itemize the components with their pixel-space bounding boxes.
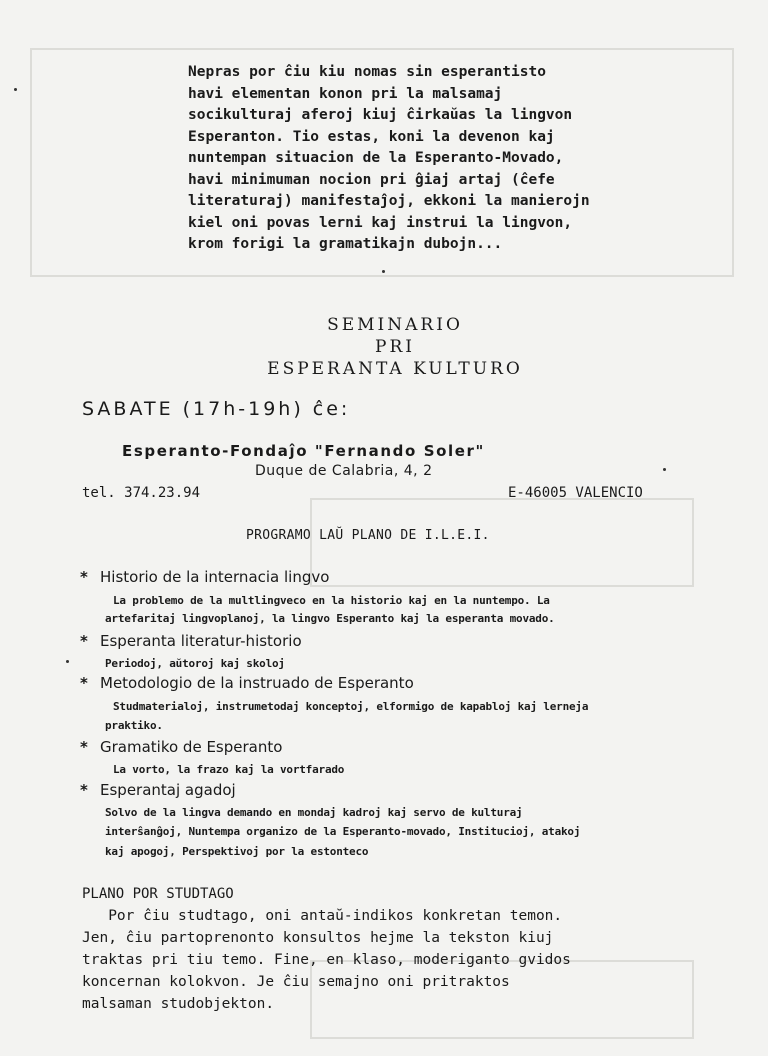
schedule-line: SABATE (17h-19h) ĉe: xyxy=(82,398,351,420)
topic-description: La vorto, la frazo kaj la vortfarado xyxy=(113,763,345,776)
plano-line: Jen, ĉiu partoprenonto konsultos hejme la tekston kiuj xyxy=(82,930,554,946)
plano-line: Por ĉiu studtago, oni antaŭ-indikos konkretan temon. xyxy=(82,908,563,924)
asterisk-bullet-icon: * xyxy=(80,568,88,586)
venue-city: E-46005 VALENCIO xyxy=(508,485,643,501)
asterisk-bullet-icon: * xyxy=(80,738,88,756)
scan-speck xyxy=(382,270,385,273)
topic-description: Studmaterialoj, instrumetodaj konceptoj, elformigo de kapabloj kaj lerneja xyxy=(113,700,589,713)
seminar-title-line3: ESPERANTA KULTURO xyxy=(267,359,523,379)
intro-line: Nepras por ĉiu kiu nomas sin esperantisto xyxy=(188,64,546,80)
intro-line: literaturaj) manifestaĵoj, ekkoni la manierojn xyxy=(188,193,590,209)
venue-name: Esperanto-Fondaĵo "Fernando Soler" xyxy=(122,442,485,460)
scan-speck xyxy=(66,660,69,663)
plano-line: traktas pri tiu temo. Fine, en klaso, moderiganto gvidos xyxy=(82,952,571,968)
topic-description: kaj apogoj, Perspektivoj por la estonteco xyxy=(105,845,369,858)
plano-heading: PLANO POR STUDTAGO xyxy=(82,886,234,902)
asterisk-bullet-icon: * xyxy=(80,632,88,650)
plano-line: malsaman studobjekton. xyxy=(82,996,275,1012)
intro-line: havi elementan konon pri la malsamaj xyxy=(188,85,503,102)
topic-description: La problemo de la multlingveco en la historio kaj en la nuntempo. La xyxy=(113,594,550,607)
seminar-title-line2: PRI xyxy=(375,337,415,357)
topic-description: interŝanĝoj, Nuntempa organizo de la Esperanto-movado, Institucioj, atakoj xyxy=(105,825,581,838)
venue-street: Duque de Calabria, 4, 2 xyxy=(255,463,433,479)
topic-description: praktiko. xyxy=(105,719,163,732)
seminar-title-line1: SEMINARIO xyxy=(327,315,463,335)
program-topic xyxy=(80,568,329,586)
program-topic xyxy=(80,781,236,799)
topic-title: Metodologio de la instruado de Esperanto xyxy=(100,674,414,692)
intro-line: Esperanton. Tio estas, koni la devenon kaj xyxy=(188,128,555,145)
program-topic xyxy=(80,674,414,692)
intro-line: socikulturaj aferoj kiuj ĉirkaŭas la lingvon xyxy=(188,107,573,123)
topic-title: Gramatiko de Esperanto xyxy=(100,738,283,756)
intro-line: havi minimuman nocion pri ĝiaj artaj (ĉefe xyxy=(188,171,555,188)
asterisk-bullet-icon: * xyxy=(80,674,88,692)
topic-title: Esperantaj agadoj xyxy=(100,781,236,799)
intro-paragraph xyxy=(188,62,678,256)
topic-title: Esperanta literatur-historio xyxy=(100,632,302,650)
topic-description: Periodoj, aŭtoroj kaj skoloj xyxy=(105,657,285,670)
scan-speck xyxy=(14,88,17,91)
plano-line: koncernan kolokvon. Je ĉiu semajno oni pritraktos xyxy=(82,974,510,990)
asterisk-bullet-icon: * xyxy=(80,781,88,799)
programo-heading: PROGRAMO LAŬ PLANO DE I.L.E.I. xyxy=(246,528,490,543)
venue-telephone: tel. 374.23.94 xyxy=(82,485,201,501)
intro-line: kiel oni povas lerni kaj instrui la lingvon, xyxy=(188,214,573,231)
program-topic xyxy=(80,632,302,650)
scan-speck xyxy=(663,468,666,471)
intro-line: krom forigi la gramatikajn dubojn... xyxy=(188,236,503,252)
plano-paragraph xyxy=(82,905,682,1015)
intro-line: nuntempan situacion de la Esperanto-Movado, xyxy=(188,150,564,166)
topic-description: artefaritaj lingvoplanoj, la lingvo Esperanto kaj la esperanta movado. xyxy=(105,612,555,625)
topic-title: Historio de la internacia lingvo xyxy=(100,568,330,586)
topic-description: Solvo de la lingva demando en mondaj kadroj kaj servo de kulturaj xyxy=(105,806,523,819)
program-topic xyxy=(80,738,282,756)
